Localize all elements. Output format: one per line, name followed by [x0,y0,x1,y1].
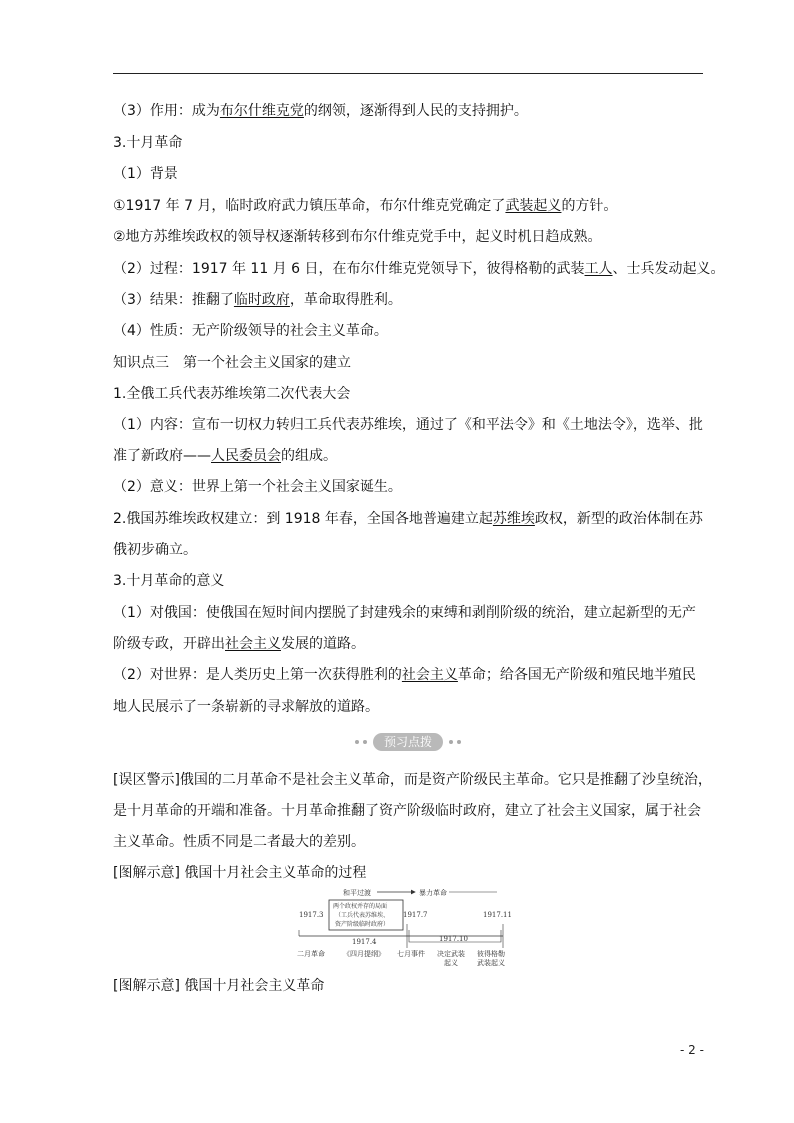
header-rule [113,73,703,74]
decor-dot-icon [457,740,461,744]
page-number: - 2 - [680,1043,704,1057]
text-line [113,477,402,497]
underlined-term: 临时政府 [233,292,290,308]
underlined-term: 社会主义 [225,636,281,652]
date-1917-3: 1917.3 [299,911,324,919]
event-petrograd-uprising: 彼得格勒 [477,950,505,958]
text-line [113,540,197,560]
text-segment: 、士兵发动起义。 [612,261,725,277]
event-feb-revolution: 二月革命 [297,950,325,958]
text-segment: 3.十月革命 [113,135,183,151]
text-line [113,509,703,529]
text-segment: （1）对俄国：使俄国在短时间内摆脱了封建残余的束缚和剥削阶级的统治，建立起新型的无产 [113,605,696,621]
text-segment: （4）性质：无产阶级领导的社会主义革命。 [113,323,388,339]
text-line [113,571,224,591]
text-line [113,353,351,373]
text-line [113,770,712,790]
underlined-term: 工人 [584,261,613,277]
text-segment: [误区警示]俄国的二月革命不是社会主义革命，而是资产阶级民主革命。它只是推翻了沙皇统治， [113,772,712,788]
text-segment: 是十月革命的开端和准备。十月革命推翻了资产阶级临时政府，建立了社会主义国家，属于社会 [113,803,701,819]
text-line [113,446,337,466]
text-segment: 政权，新型的政治体制在苏 [534,511,703,527]
text-segment: 2.俄国苏维埃政权建立：到 1918 年春，全国各地普遍建立起 [113,511,493,527]
text-segment: 知识点三 第一个社会主义国家的建立 [113,355,351,371]
text-segment: ，革命取得胜利。 [289,292,402,308]
box-line-2: （工兵代表苏维埃、 [335,912,390,919]
event-april-theses: 《四月提纲》 [343,950,385,958]
date-1917-4: 1917.4 [352,938,377,946]
text-line [113,196,617,216]
label-peaceful: 和平过渡 [343,889,371,897]
date-1917-10: 1917.10 [439,935,468,943]
text-segment: （1）内容：宣布一切权力转归工兵代表苏维埃，通过了《和平法令》和《土地法令》，选举、批 [113,417,703,433]
text-line [113,227,602,247]
text-line [113,290,402,310]
text-line [113,863,366,883]
text-segment: （3）结果：推翻了 [113,292,234,308]
text-segment: [图解示意] 俄国十月社会主义革命 [113,978,325,994]
underlined-term: 社会主义 [401,667,458,683]
text-segment: 革命；给各国无产阶级和殖民地半殖民 [457,667,696,683]
underlined-term: 苏维埃 [492,511,535,527]
decor-dot-icon [449,740,453,744]
label-violent: 暴力革命 [419,889,447,897]
text-segment: 主义革命。性质不同是二者最大的差别。 [113,834,365,850]
revolution-process-diagram [297,886,519,968]
text-segment: （2）对世界：是人类历史上第一次获得胜利的 [113,667,402,683]
text-line [113,603,696,623]
text-segment: 阶级专政，开辟出 [113,636,225,652]
underlined-term: 布尔什维克党 [219,103,304,119]
text-segment: 的方针。 [561,198,618,214]
text-segment: 准了新政府—— [113,448,211,464]
event-decide-uprising: 决定武装 [437,950,465,958]
text-segment: 1.全俄工兵代表苏维埃第二次代表大会 [113,386,351,402]
text-line [113,415,703,435]
text-segment: [图解示意] 俄国十月社会主义革命的过程 [113,865,367,881]
text-segment: （2）意义：世界上第一个社会主义国家诞生。 [113,479,402,495]
text-line [113,801,701,821]
text-segment: 发展的道路。 [281,636,365,652]
box-line-3: 资产阶级临时政府） [335,921,390,928]
text-segment: （2）过程：1917 年 11 月 6 日，在布尔什维克党领导下，彼得格勒的武装 [113,261,585,277]
text-segment: ①1917 年 7 月，临时政府武力镇压革命，布尔什维克党确定了 [113,198,506,214]
text-line [113,665,696,685]
decor-dot-icon [355,740,359,744]
text-line [113,697,379,717]
text-segment: 的组成。 [281,448,337,464]
event-petrograd-uprising-2: 武装起义 [477,959,505,967]
underlined-term: 武装起义 [505,198,562,214]
text-line [113,101,528,121]
underlined-term: 人民委员会 [211,448,281,464]
badge-label: 预习点拨 [373,733,443,751]
date-1917-7: 1917.7 [403,911,428,919]
text-segment: 地人民展示了一条崭新的寻求解放的道路。 [113,699,379,715]
decor-dot-icon [363,740,367,744]
text-line [113,133,182,153]
date-1917-11: 1917.11 [483,911,512,919]
box-line-1: 两个政权并存的局面 [333,903,388,910]
text-segment: （3）作用：成为 [113,103,220,119]
text-segment: （1）背景 [113,166,178,182]
text-line [113,832,365,852]
section-badge [353,733,463,753]
text-line [113,384,350,404]
text-line [113,634,365,654]
text-segment: 的纲领，逐渐得到人民的支持拥护。 [303,103,528,119]
text-line [113,259,725,279]
event-decide-uprising-2: 起义 [444,959,458,967]
text-segment: 3.十月革命的意义 [113,573,225,589]
text-segment: 俄初步确立。 [113,542,197,558]
event-july-days: 七月事件 [397,950,425,958]
text-segment: ②地方苏维埃政权的领导权逐渐转移到布尔什维克党手中，起义时机日趋成熟。 [113,229,602,245]
text-line [113,164,178,184]
text-line [113,976,324,996]
text-line [113,321,388,341]
